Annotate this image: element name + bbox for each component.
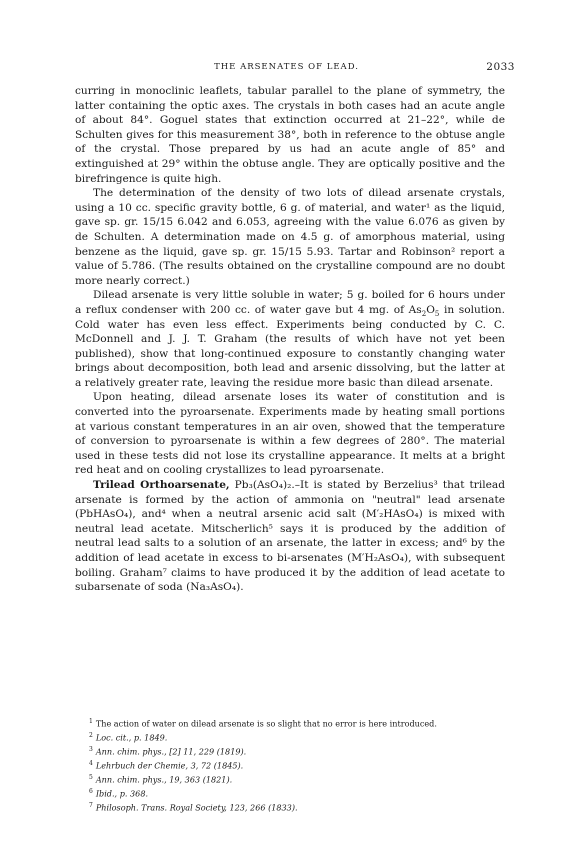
footnote — [75, 800, 505, 814]
paragraph-solubility: Dilead arsenate is very little soluble in water; 5 g. boiled for 6 hours under a reflux condenser with 200 cc. of water gave but 4 mg. of $As_2O_5$ in solution. Cold water has even less effect. Experiments being conducted by C. C. McDonnell and J. J. T. Graham (the results of which have not yet been published), show that long-continued exposure to constantly changing water brings about decomposition, both lead and arsenic dissolving, but the latter at a relatively greater rate, leaving the residue more basic than dilead arsenate. — [75, 289, 505, 389]
footnote — [75, 786, 505, 800]
page-number: 2033 — [486, 61, 515, 73]
footnote-mark: 7 — [89, 801, 93, 809]
footnote-text: Loc. cit., p. 1849. — [95, 732, 168, 743]
footnote-mark: 3 — [89, 745, 93, 753]
footnote — [75, 772, 505, 786]
footnote-text: Ann. chim. phys., [2] 11, 229 (1819). — [95, 746, 247, 757]
running-title: THE ARSENATES OF LEAD. — [214, 62, 359, 72]
solubility-text-end: in solution. Cold water has even less effect. Experiments being conducted by C. C. McDonnell and J. J. T. Graham (the results of which have not yet been published), show that long-continued exposure to constantly changing water brings about decomposition, both lead and arsenic dissolving, but the latter at a relatively greater rate, leaving the residue more basic than dilead arsenate. — [75, 303, 505, 389]
paragraph-heating: Upon heating, dilead arsenate loses its water of constitution and is converted into the pyroarsenate. Experiments made by heating small portions at various constant temperatures in an air oven, showed that the temperature of conversion to pyroarsenate is within a few degrees of 280°. The material used in these tests did not lose its crystalline appearance. It melts at a bright red heat and on cooling crystallizes to lead pyroarsenate. — [75, 391, 505, 477]
footnote-text: Ibid., p. 368. — [95, 788, 149, 799]
footnote — [75, 744, 505, 758]
footnote-mark: 5 — [89, 773, 93, 781]
footnotes — [75, 716, 505, 814]
paragraph-crystal-optics: curring in monoclinic leaflets, tabular parallel to the plane of symmetry, the latter containing the optic axes. The crystals in both cases had an acute angle of about 84°. Goguel states that extinction occurred at 21–22°, while de Schulten gives for this measurement 38°, both in reference to the obtuse angle of the crystal. Those prepared by us had an acute angle of 85° and extinguished at 29° within the obtuse angle. They are optically positive and the birefringence is quite high. — [75, 85, 505, 185]
footnote — [75, 730, 505, 744]
paragraph-trilead — [75, 478, 505, 595]
solubility-text-start: Dilead arsenate is very little soluble in water; 5 g. boiled for 6 hours under a reflux condenser with 200 cc. of water gave but 4 mg. of As — [75, 289, 505, 316]
footnote — [75, 758, 505, 772]
section-heading-trilead: Trilead Orthoarsenate, — [93, 479, 230, 492]
running-head — [0, 62, 573, 76]
footnote-mark: 2 — [89, 731, 93, 739]
body-text — [75, 84, 505, 595]
trilead-text: Pb₃(AsO₄)₂.–It is stated by Berzelius³ that trilead arsenate is formed by the action of ammonia on "neutral" lead arsenate (PbHAsO₄), and⁴ when a neutral arsenic acid salt (M′₂HAsO₄) is mixed with neutral lead acetate. Mitscherlich⁵ says it is produced by the addition of neutral lead salts to a solution of an arsenate, the latter in excess; and⁶ by the addition of lead acetate in excess to bi-arsenates (M′H₂AsO₄), with subsequent boiling. Graham⁷ claims to have produced it by the addition of lead acetate to subarsenate of soda (Na₃AsO₄). — [75, 479, 505, 594]
footnote-text: Ann. chim. phys., 19, 363 (1821). — [95, 774, 233, 785]
footnote-text: The action of water on dilead arsenate is so slight that no error is here introduced. — [95, 718, 437, 729]
footnote-mark: 6 — [89, 787, 93, 795]
footnote — [75, 716, 505, 730]
paragraph-density: The determination of the density of two lots of dilead arsenate crystals, using a 10 cc. specific gravity bottle, 6 g. of material, and water¹ as the liquid, gave sp. gr. 15/15 6.042 and 6.053, agreeing with the value 6.076 as given by de Schulten. A determination made on 4.5 g. of amorphous material, using benzene as the liquid, gave sp. gr. 15/15 5.93. Tartar and Robinson² report a value of 5.786. (The results obtained on the crystalline compound are no doubt more nearly correct.) — [75, 187, 505, 287]
footnote-text: Philosoph. Trans. Royal Society, 123, 266 (1833). — [95, 802, 298, 813]
footnote-mark: 1 — [89, 718, 93, 725]
footnote-mark: 4 — [89, 759, 93, 767]
footnote-text: Lehrbuch der Chemie, 3, 72 (1845). — [95, 760, 244, 771]
